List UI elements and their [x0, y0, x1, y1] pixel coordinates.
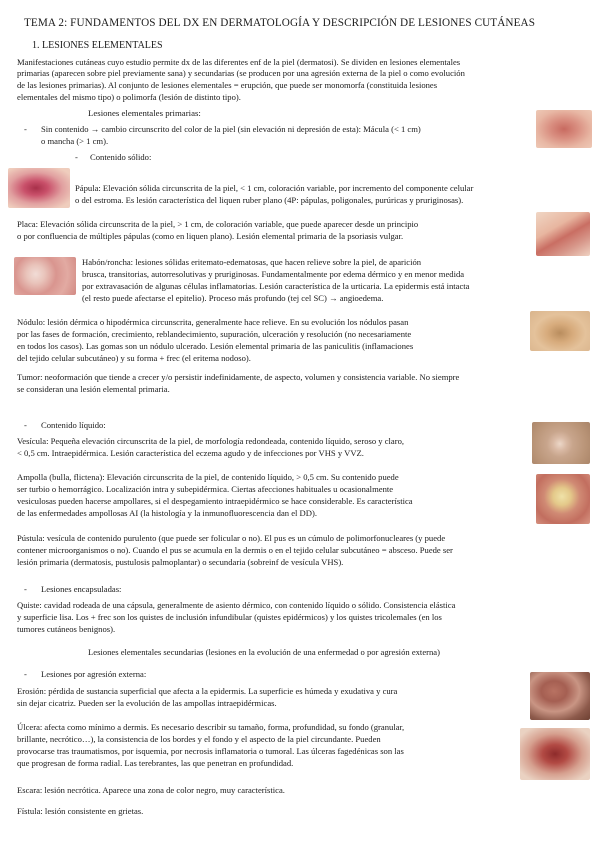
- placa-line: o por confluencia de múltiples pápulas (como en liquen plano). Lesión elemental primaria de la psoriasis vulgar.: [17, 231, 404, 241]
- papula-photo: [8, 168, 70, 208]
- fistula-line: Fístula: lesión consistente en grietas.: [17, 806, 144, 816]
- ampolla-line: vesiculosas pueden hacerse ampollares, si el despegamiento intraepidérmico se hace considerable. Es característica: [17, 496, 413, 506]
- pustula-line: Pústula: vesícula de contenido purulento (que puede ser folicular o no). El pus es un cúmulo de polimorfonucleares (y puede: [17, 533, 446, 543]
- macula-line: o mancha (> 1 cm).: [41, 136, 109, 146]
- ampolla-photo: [536, 474, 590, 524]
- solido-heading: Contenido sólido:: [90, 152, 152, 162]
- primarias-heading: Lesiones elementales primarias:: [88, 108, 201, 118]
- page-title: TEMA 2: FUNDAMENTOS DEL DX EN DERMATOLOGÍA Y DESCRIPCIÓN DE LESIONES CUTÁNEAS: [24, 17, 536, 29]
- habon-line: (el resto puede afectarse el epitelio). Proceso más profundo (tej cel SC) → angioedema.: [82, 293, 384, 303]
- bullet: -: [24, 420, 27, 430]
- nodulo-line: Nódulo: lesión dérmica o hipodérmica circunscrita, generalmente hace relieve. En su evolución los nódulos pasan: [17, 317, 409, 327]
- bullet: -: [24, 584, 27, 594]
- macula-line: Sin contenido → cambio circunscrito del color de la piel (sin elevación ni depresión de esta): Mácula (< 1 cm): [41, 124, 421, 134]
- bullet: -: [24, 669, 27, 679]
- nodulo-line: en todos los casos). Las gomas son un nódulo ulcerado. Lesión elemental primaria de las paniculitis (inflamaciones: [17, 341, 414, 351]
- placa-photo: [536, 212, 590, 256]
- habon-line: por extravasación de algunas células inflamatorias. Lesión característica de la urticaria. La epidermis está intacta: [82, 281, 470, 291]
- quiste-line: y superficie lisa. Los + frec son los quistes de inclusión infundibular (quistes epidérmicos) y los quistes tricolemales (en los: [17, 612, 442, 622]
- nodulo-line: por las fases de formación, crecimiento, reblandecimiento, supuración, ulceración y resolución (no necesariamente: [17, 329, 412, 339]
- pustula-line: lesión primaria (dermatosis, pustulosis palmoplantar) o secundaria (sobreinf de vesícula VHS).: [17, 557, 344, 567]
- bullet: -: [75, 152, 78, 162]
- bullet: -: [24, 124, 27, 134]
- papula-line: Pápula: Elevación sólida circunscrita de la piel, < 1 cm, coloración variable, por incremento del componente celular: [75, 183, 474, 193]
- erosion-photo: [530, 672, 590, 720]
- ulcera-line: Úlcera: afecta como mínimo a dermis. Es necesario describir su tamaño, forma, profundidad, su fondo (granular,: [17, 722, 405, 732]
- intro-line: Manifestaciones cutáneas cuyo estudio permite dx de las diferentes enf de la piel (dermatosi). Se dividen en lesiones elementales: [17, 57, 461, 67]
- ulcera-line: brillante, necrótico…), la consistencia de los bordes y el fondo y el aspecto de la piel circundante. Pueden: [17, 734, 381, 744]
- erosion-line: sin dejar cicatriz. Pueden ser la evolución de las ampollas intraepidérmicas.: [17, 698, 277, 708]
- erosion-line: Erosión: pérdida de sustancia superficial que afecta a la epidermis. La superficie es húmeda y exudativa y cura: [17, 686, 398, 696]
- habon-photo: [14, 257, 76, 295]
- habon-line: brusca, transitorias, autorresolutivas y pruriginosas. Fundamentalmente por edema dérmico y en menor medida: [82, 269, 465, 279]
- nodulo-line: del tejido celular subcutáneo) y su forma + frec (el eritema nodoso).: [17, 353, 251, 363]
- vesicula-line: < 0,5 cm. Intraepidérmica. Lesión característica del eczema agudo y de infecciones por VHS y VVZ.: [17, 448, 364, 458]
- intro-line: primarias (aparecen sobre piel previamente sana) y secundarias (se producen por una agresión externa de la piel o como evolución: [17, 68, 465, 78]
- escara-line: Escara: lesión necrótica. Aparece una zona de color negro, muy característica.: [17, 785, 285, 795]
- habon-line: Habón/roncha: lesiones sólidas eritemato-edematosas, que hacen relieve sobre la piel, de aparición: [82, 257, 422, 267]
- secundarias-heading: Lesiones elementales secundarias (lesiones en la evolución de una enfermedad o por agresión externa): [88, 647, 440, 657]
- intro-line: de las lesiones primarias). Al conjunto de lesiones elementales = erupción, que puede ser monomorfa (constituida lesiones: [17, 80, 438, 90]
- papula-line: o del estroma. Es lesión característica del liquen ruber plano (4P: pápulas, poligonales, purúricas y pruriginosas).: [75, 195, 464, 205]
- ampolla-line: Ampolla (bulla, flictena): Elevación circunscrita de la piel, de contenido líquido, > 0,5 cm. Su contenido puede: [17, 472, 399, 482]
- ampolla-line: ser turbio o hemorrágico. Localización intra y subepidérmica. Ciertas afecciones habituales u ocasionalmente: [17, 484, 394, 494]
- quiste-line: tumores cutáneos benignos).: [17, 624, 116, 634]
- vesicula-line: Vesícula: Pequeña elevación circunscrita de la piel, de morfología redondeada, contenido líquido, seroso y claro,: [17, 436, 405, 446]
- tumor-line: se consideran una lesión elemental primaria.: [17, 384, 170, 394]
- ulcera-photo: [520, 728, 590, 780]
- section-heading: 1. LESIONES ELEMENTALES: [32, 40, 163, 51]
- liquido-heading: Contenido líquido:: [41, 420, 106, 430]
- nodulo-photo: [530, 311, 590, 351]
- pustula-line: contener microorganismos o no). Cuando el pus se acumula en la dermis o en el tejido celular subcutáneo = absceso. Puede ser: [17, 545, 453, 555]
- ulcera-line: provocarse tras traumatismos, por isquemia, por necrosis inflamatoria o tumoral. Las úlceras fagedénicas son las: [17, 746, 404, 756]
- ampolla-line: de las enfermedades ampollosas AI (la histología y la inmunofluorescencia dan el DD).: [17, 508, 317, 518]
- macula-photo: [536, 110, 592, 148]
- agresion-heading: Lesiones por agresión externa:: [41, 669, 147, 679]
- vesicula-photo: [532, 422, 590, 464]
- encapsuladas-heading: Lesiones encapsuladas:: [41, 584, 122, 594]
- intro-line: elementales del mismo tipo) o polimorfa (lesión de distinto tipo).: [17, 92, 241, 102]
- quiste-line: Quiste: cavidad rodeada de una cápsula, generalmente de asiento dérmico, con contenido líquido o sólido. Consistencia elástica: [17, 600, 456, 610]
- placa-line: Placa: Elevación sólida circunscrita de la piel, > 1 cm, de coloración variable, que puede aparecer desde un principio: [17, 219, 419, 229]
- ulcera-line: que progresan de forma radial. Las terebrantes, las que penetran en profundidad.: [17, 758, 294, 768]
- tumor-line: Tumor: neoformación que tiende a crecer y/o persistir indefinidamente, de aspecto, volumen y consistencia variable. No siempre: [17, 372, 460, 382]
